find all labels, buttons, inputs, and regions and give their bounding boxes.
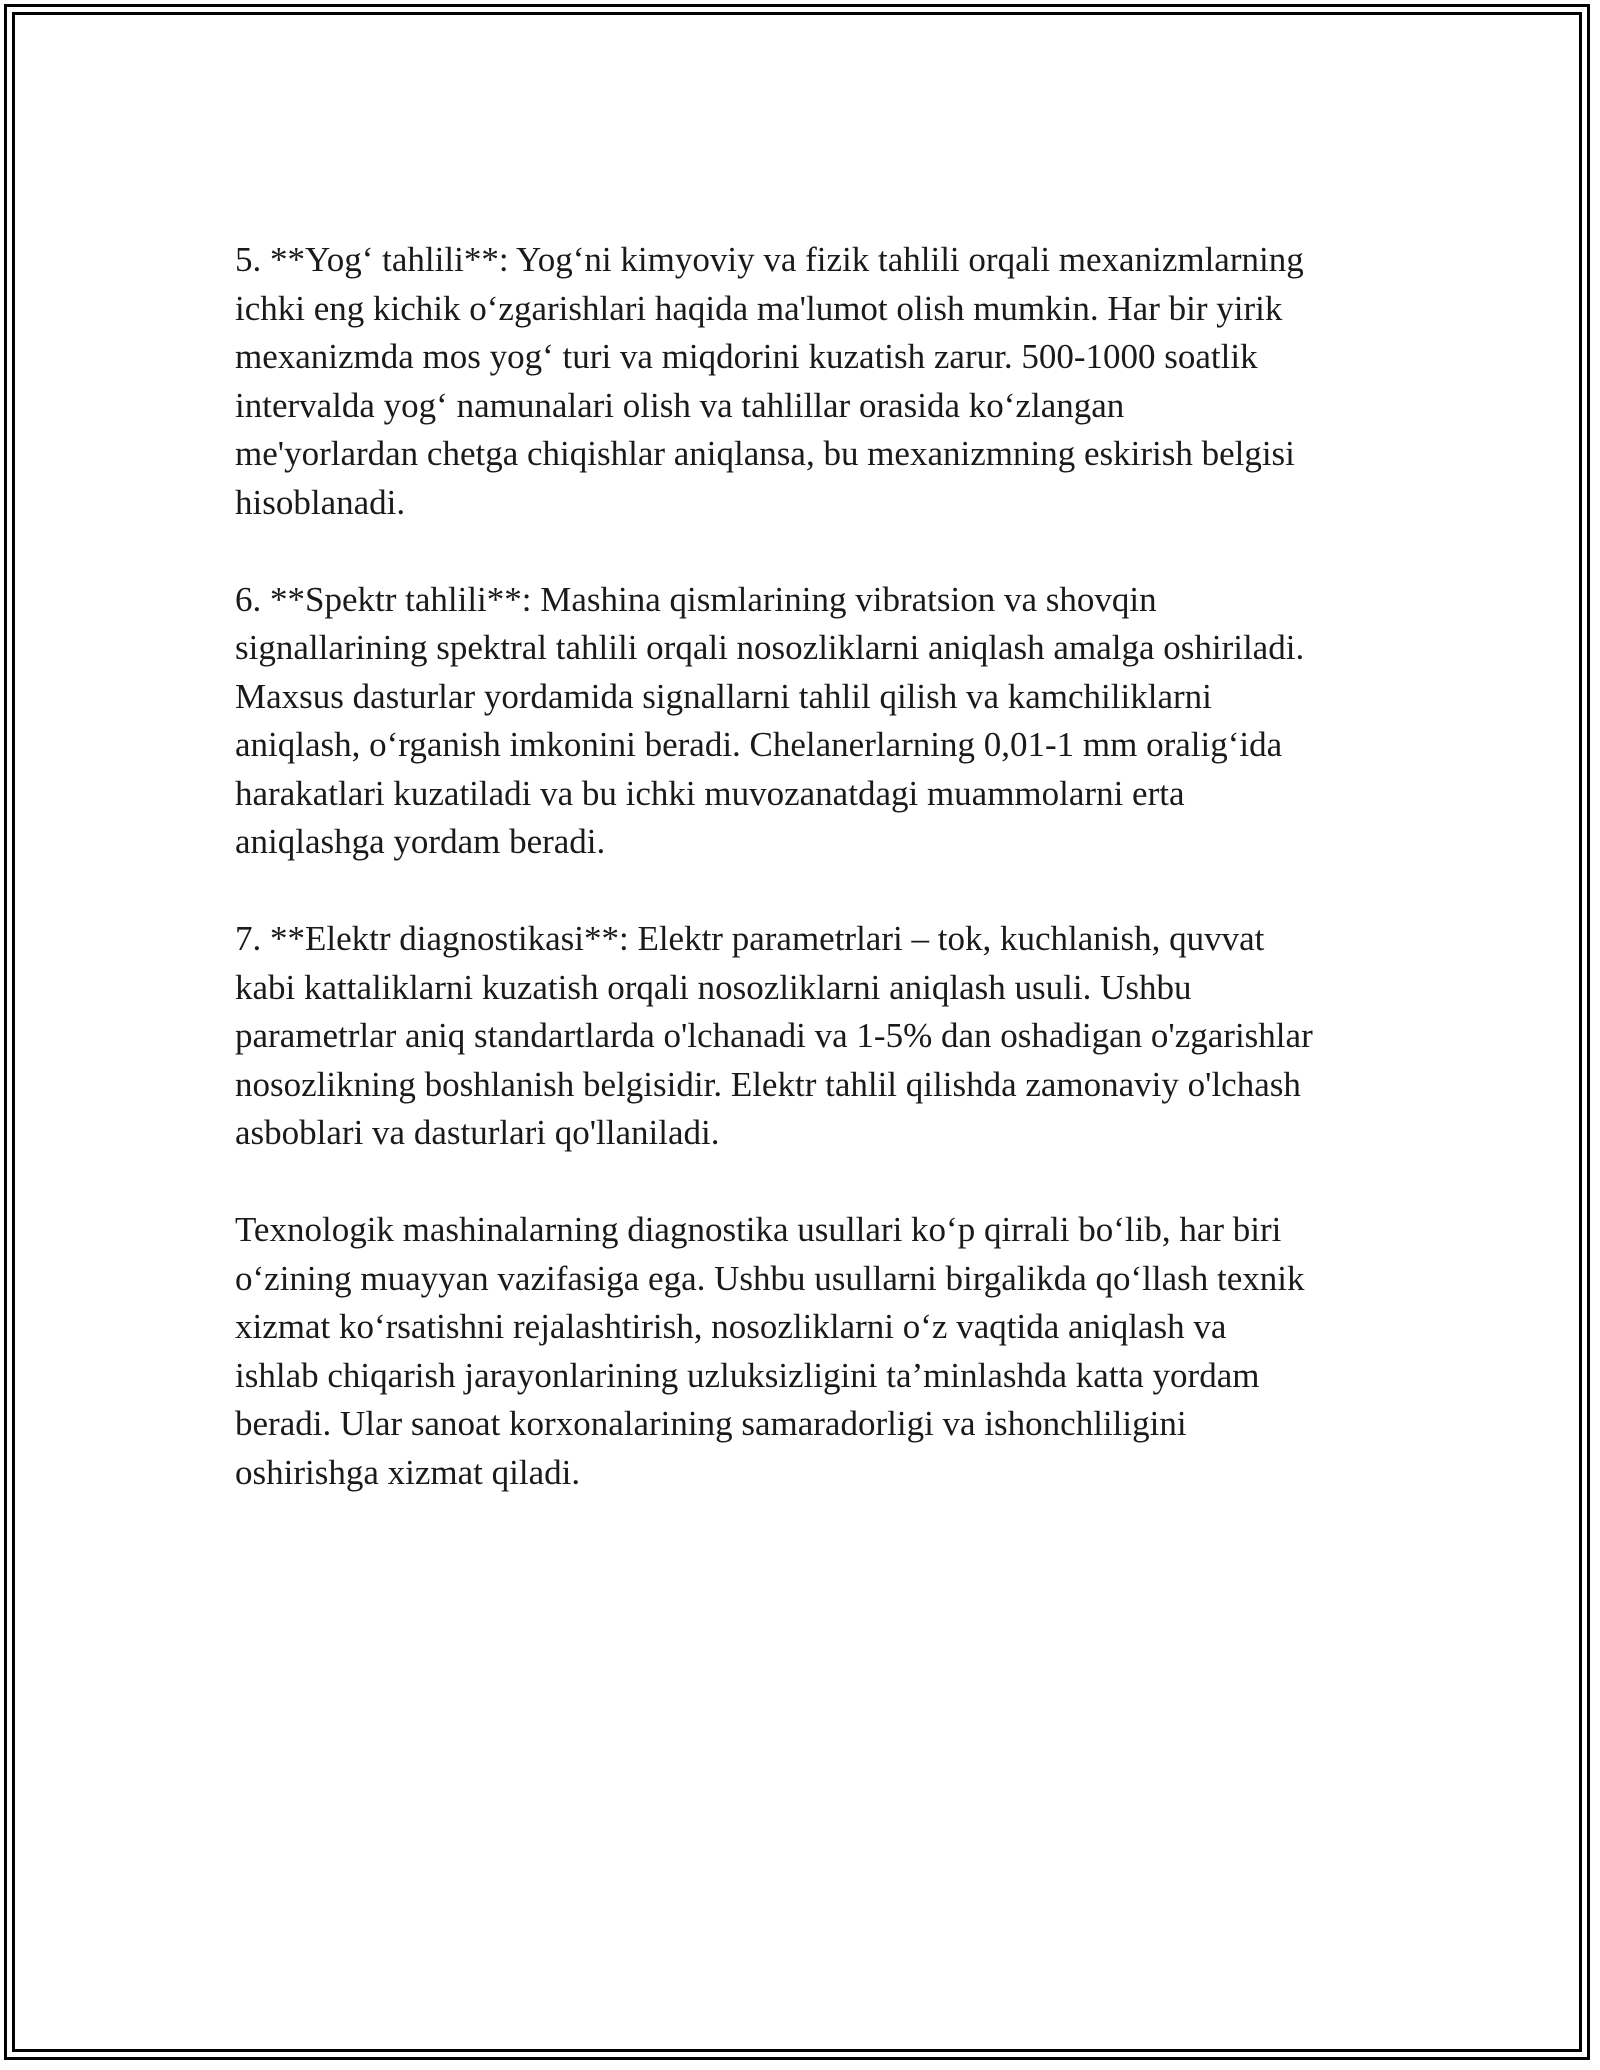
paragraph-electrical-diagnostics: 7. **Elektr diagnostikasi**: Elektr parametrlari – tok, kuchlanish, quvvat kabi kattaliklarni kuzatish orqali nosozliklarni aniqlash usuli. Ushbu parametrlar aniq standartlarda o'lchanadi va 1-5% dan oshadigan o'zgarishlar nosozlikning boshlanish belgisidir. Elektr tahlil qilishda zamonaviy o'lchash asboblari va dasturlari qo'llaniladi. <box>235 919 1313 1152</box>
paragraph-spectral-analysis: 6. **Spektr tahlili**: Mashina qismlarining vibratsion va shovqin signallarining spektral tahlili orqali nosozliklarni aniqlash amalga oshiriladi. Maxsus dasturlar yordamida signallarni tahlil qilish va kamchiliklarni aniqlash, o‘rganish imkonini beradi. Chelanerlarning 0,01-1 mm oralig‘ida harakatlari kuzatiladi va bu ichki muvozanatdagi muammolarni erta aniqlashga yordam beradi. <box>235 579 1305 861</box>
document-body <box>235 236 1375 1546</box>
paragraph-oil-analysis: 5. **Yog‘ tahlili**: Yog‘ni kimyoviy va fizik tahlili orqali mexanizmlarning ichki eng kichik o‘zgarishlari haqida ma'lumot olish mumkin. Har bir yirik mexanizmda mos yog‘ turi va miqdorini kuzatish zarur. 500-1000 soatlik intervalda yog‘ namunalari olish va tahlillar orasida ko‘zlangan me'yorlardan chetga chiqishlar aniqlansa, bu mexanizmning eskirish belgisi hisoblanadi. <box>235 240 1304 522</box>
paragraph-conclusion: Texnologik mashinalarning diagnostika usullari ko‘p qirrali bo‘lib, har biri o‘zining muayyan vazifasiga ega. Ushbu usullarni birgalikda qo‘llash texnik xizmat ko‘rsatishni rejalashtirish, nosozliklarni o‘z vaqtida aniqlash va ishlab chiqarish jarayonlarining uzluksizligini ta’minlashda katta yordam beradi. Ular sanoat korxonalarining samaradorligi va ishonchliligini oshirishga xizmat qiladi. <box>235 1210 1305 1492</box>
